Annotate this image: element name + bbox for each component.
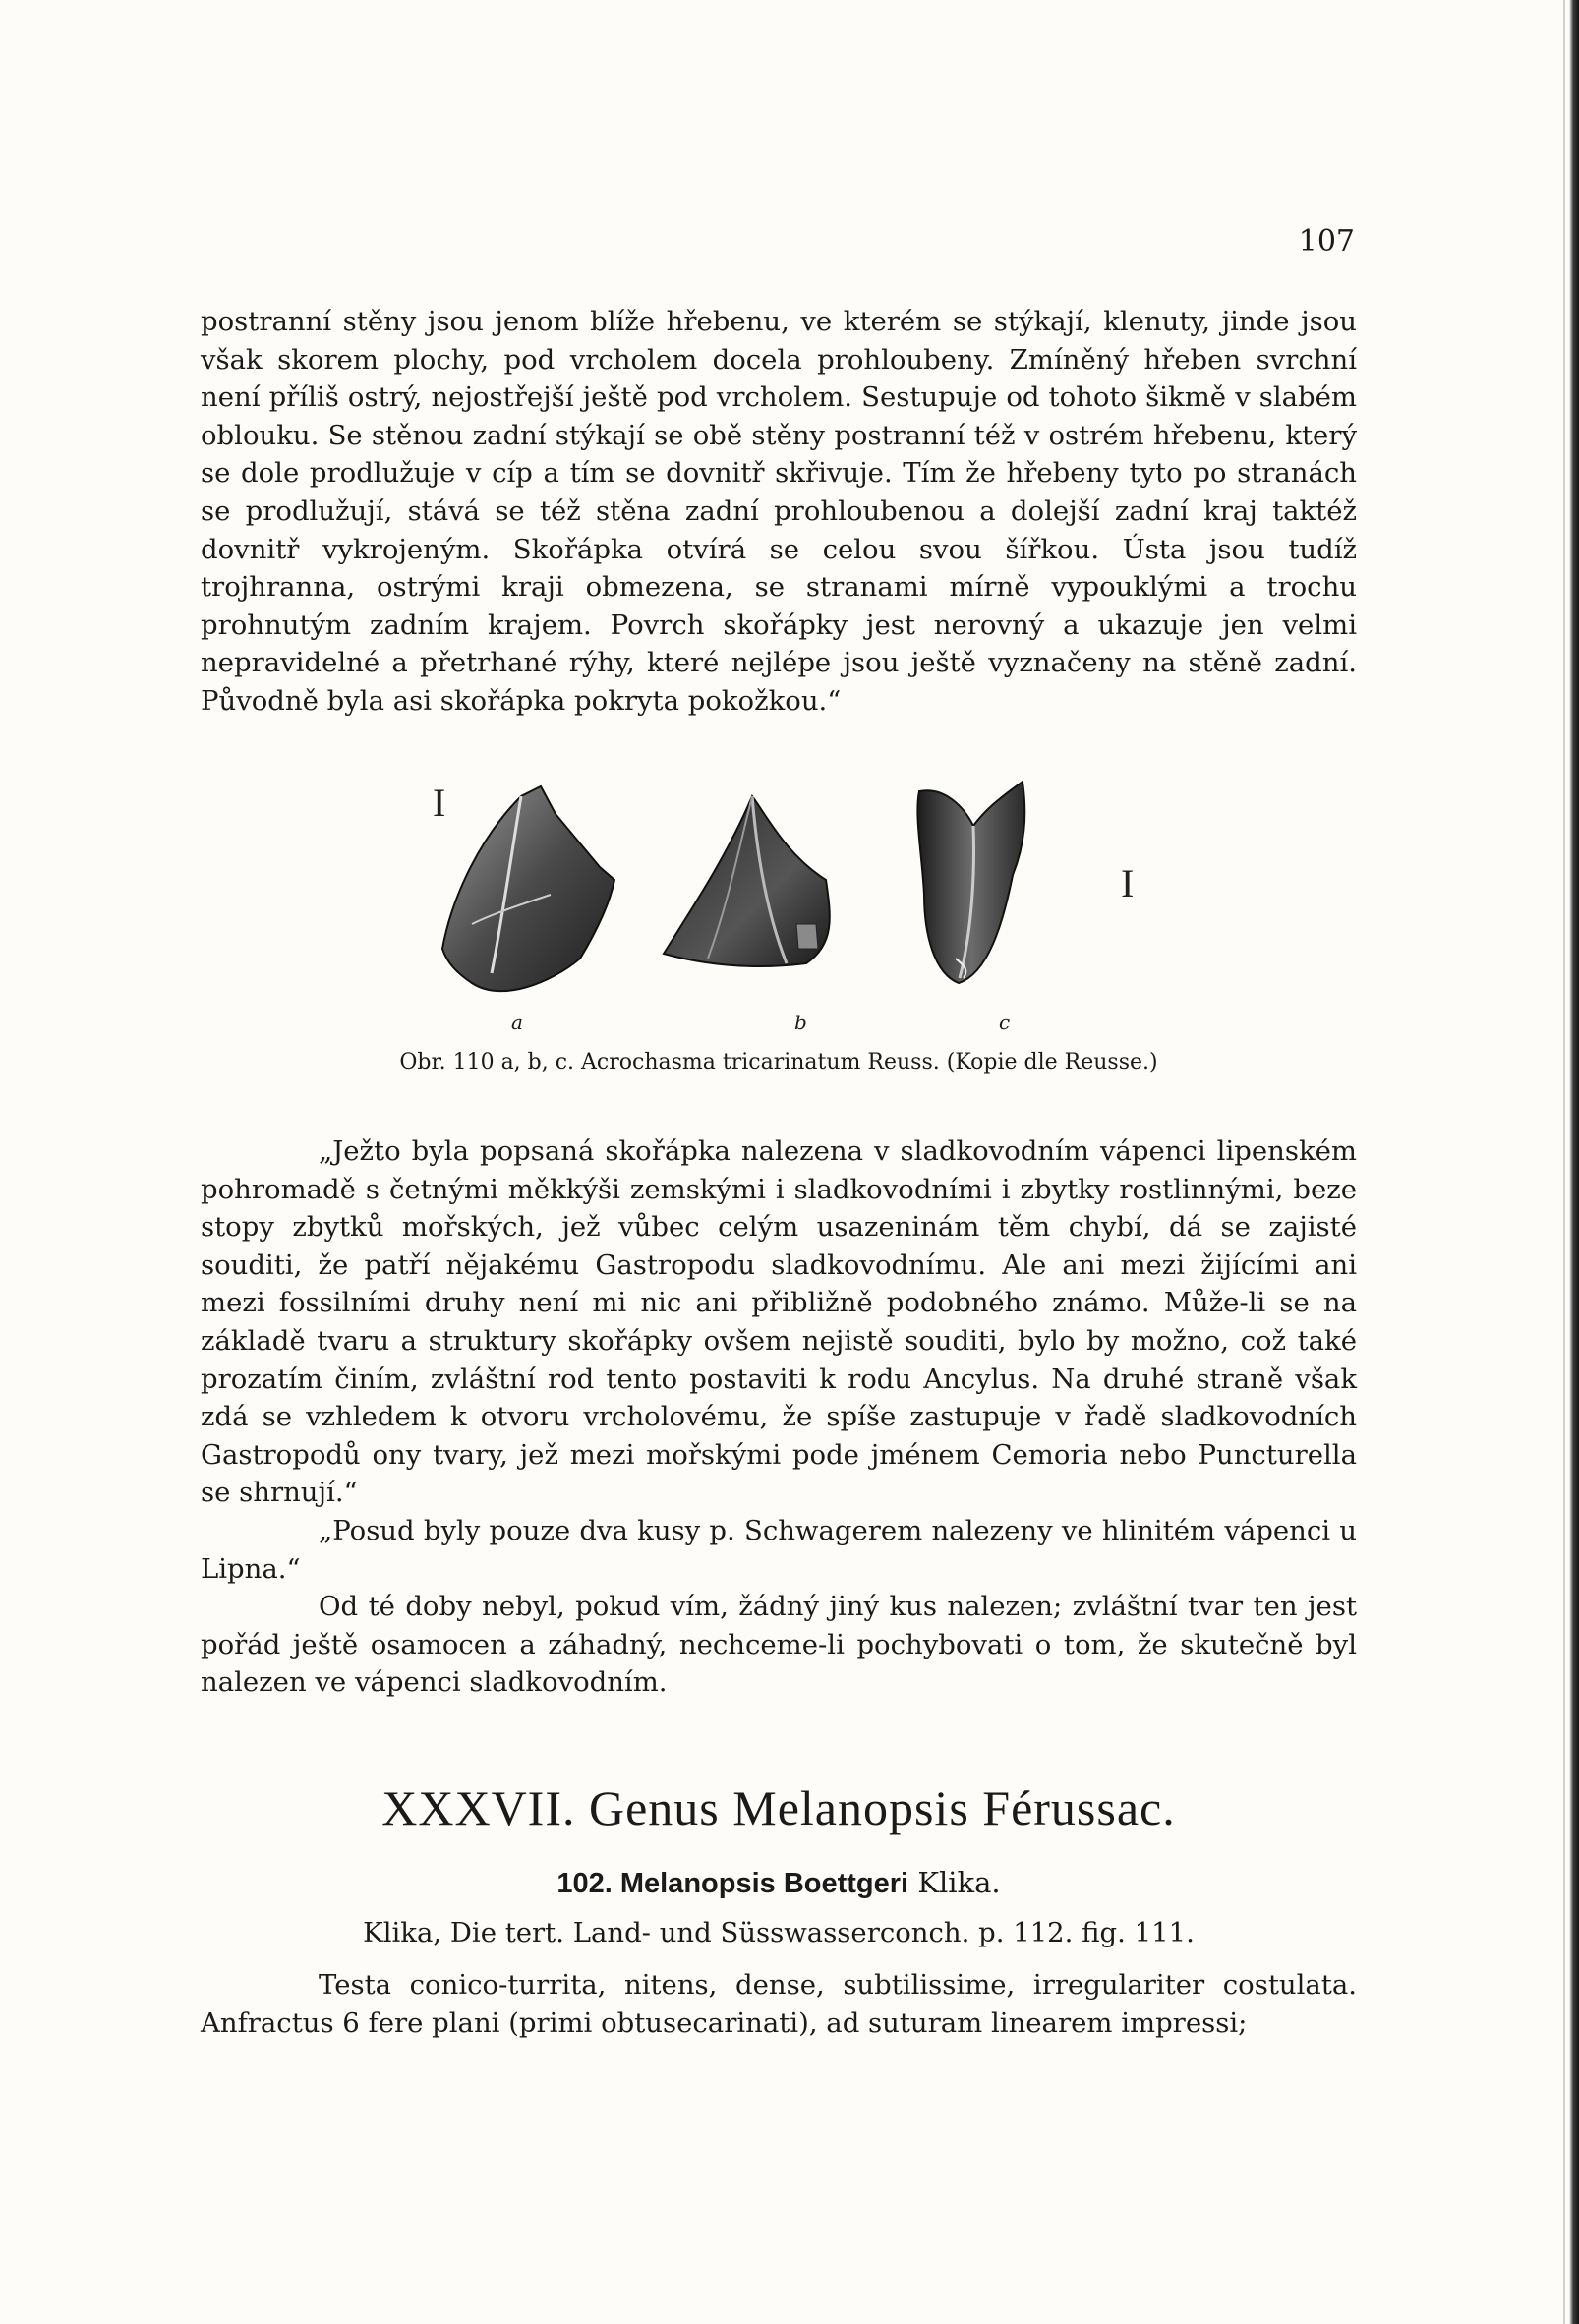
paragraphs-quote (201, 1133, 1357, 1702)
literature-reference: Klika, Die tert. Land- und Süsswasserconch. p. 112. fig. 111. (363, 1917, 1195, 1948)
figure-caption: Obr. 110 a, b, c. Acrochasma tricarinatum Reuss. (Kopie dle Reusse.) (399, 1050, 1158, 1075)
figure-label-a: a (511, 1011, 523, 1034)
shell-c-image (917, 782, 1024, 983)
figure-marker-left: I (433, 781, 446, 825)
scan-edge-line (1563, 0, 1565, 2324)
figure-label-c: c (999, 1011, 1011, 1034)
species-number-name: 102. Melanopsis Boettgeri (556, 1868, 909, 1899)
paragraph-text: postranní stěny jsou jenom blíže hřebenu, ve kterém se stýkají, klenuty, jinde jsou však skorem plochy, pod vrcholem docela prohloubeny. Zmíněný hřeben svrchní není příliš ostrý, nejostřejší ještě pod vrcholem. Sestupuje od tohoto šikmě v slabém oblouku. Se stěnou zadní stýkají se obě stěny postranní též v ostrém hřebenu, který se dole prodlužuje v cíp a tím se dovnitř skřivuje. Tím že hřebeny tyto po stranách se prodlužují, stává se též stěna zadní prohloubenou a dolejší zadní kraj taktéž dovnitř vykrojeným. Skořápka otvírá se celou svou šířkou. Ústa jsou tudíž trojhranna, ostrými kraji obmezena, se stranami mírně vypouklými a trochu prohnutým zadním krajem. Povrch skořápky jest nerovný a ukazuje jen velmi nepravidelné a přetrhané rýhy, které nejlépe jsou ještě vyznačeny na stěně zadní. Původně byla asi skořápka pokryta pokožkou.“ (201, 306, 1357, 717)
shell-b-image (664, 796, 830, 966)
figure-marker-right: I (1121, 861, 1135, 905)
paragraph-quote-1: „Ježto byla popsaná skořápka nalezena v sladkovodním vápenci lipenském pohromadě s četnými měkkýši zemskými i sladkovodními i zbytky rostlinnými, beze stopy zbytků mořských, jež vůbec celým usazeninám těm chybí, dá se zajisté souditi, že patří nějakému Gastropodu sladkovodnímu. Ale ani mezi žijícími ani mezi fossilními druhy není mi nic ani přibližně podobného známo. Může-li se na základě tvaru a struktury skořápky ovšem nejistě souditi, bylo by možno, což také prozatím činím, zvláštní rod tento postaviti k rodu Ancylus. Na druhé straně však zdá se vzhledem k otvoru vrcholovému, že spíše zastupuje v řadě sladkovodních Gastropodů ony tvary, jež mezi mořskými pode jménem Cemoria nebo Puncturella se shrnují.“ (201, 1135, 1357, 1509)
species-heading (201, 1866, 1357, 1900)
shell-illustrations (413, 777, 1160, 1042)
latin-description: Testa conico-turrita, nitens, dense, subtilissime, irregulariter costulata. Anfractus 6 fere plani (primi obtusecarinati), ad suturam linearem impressi; (201, 1969, 1357, 2039)
species-author: Klika. (917, 1866, 1001, 1899)
section-heading: XXXVII. Genus Melanopsis Férussac. (381, 1780, 1176, 1835)
shell-a-image (442, 786, 614, 991)
figure-label-b: b (794, 1011, 807, 1034)
latin-description-block (201, 1966, 1357, 2042)
page-number: 107 (1298, 224, 1355, 259)
figure-110 (413, 777, 1160, 1042)
paragraph-top (201, 303, 1357, 721)
scan-edge-shadow (1569, 0, 1579, 2324)
paragraph-quote-2: „Posud byly pouze dva kusy p. Schwagerem nalezeny ve hlinitém vápenci u Lipna.“ (201, 1514, 1357, 1585)
paragraph-conclusion: Od té doby nebyl, pokud vím, žádný jiný kus nalezen; zvláštní tvar ten jest pořád ještě osamocen a záhadný, nechceme-li pochybovati o tom, že skutečně byl nalezen ve vápenci sladkovodním. (201, 1591, 1357, 1699)
